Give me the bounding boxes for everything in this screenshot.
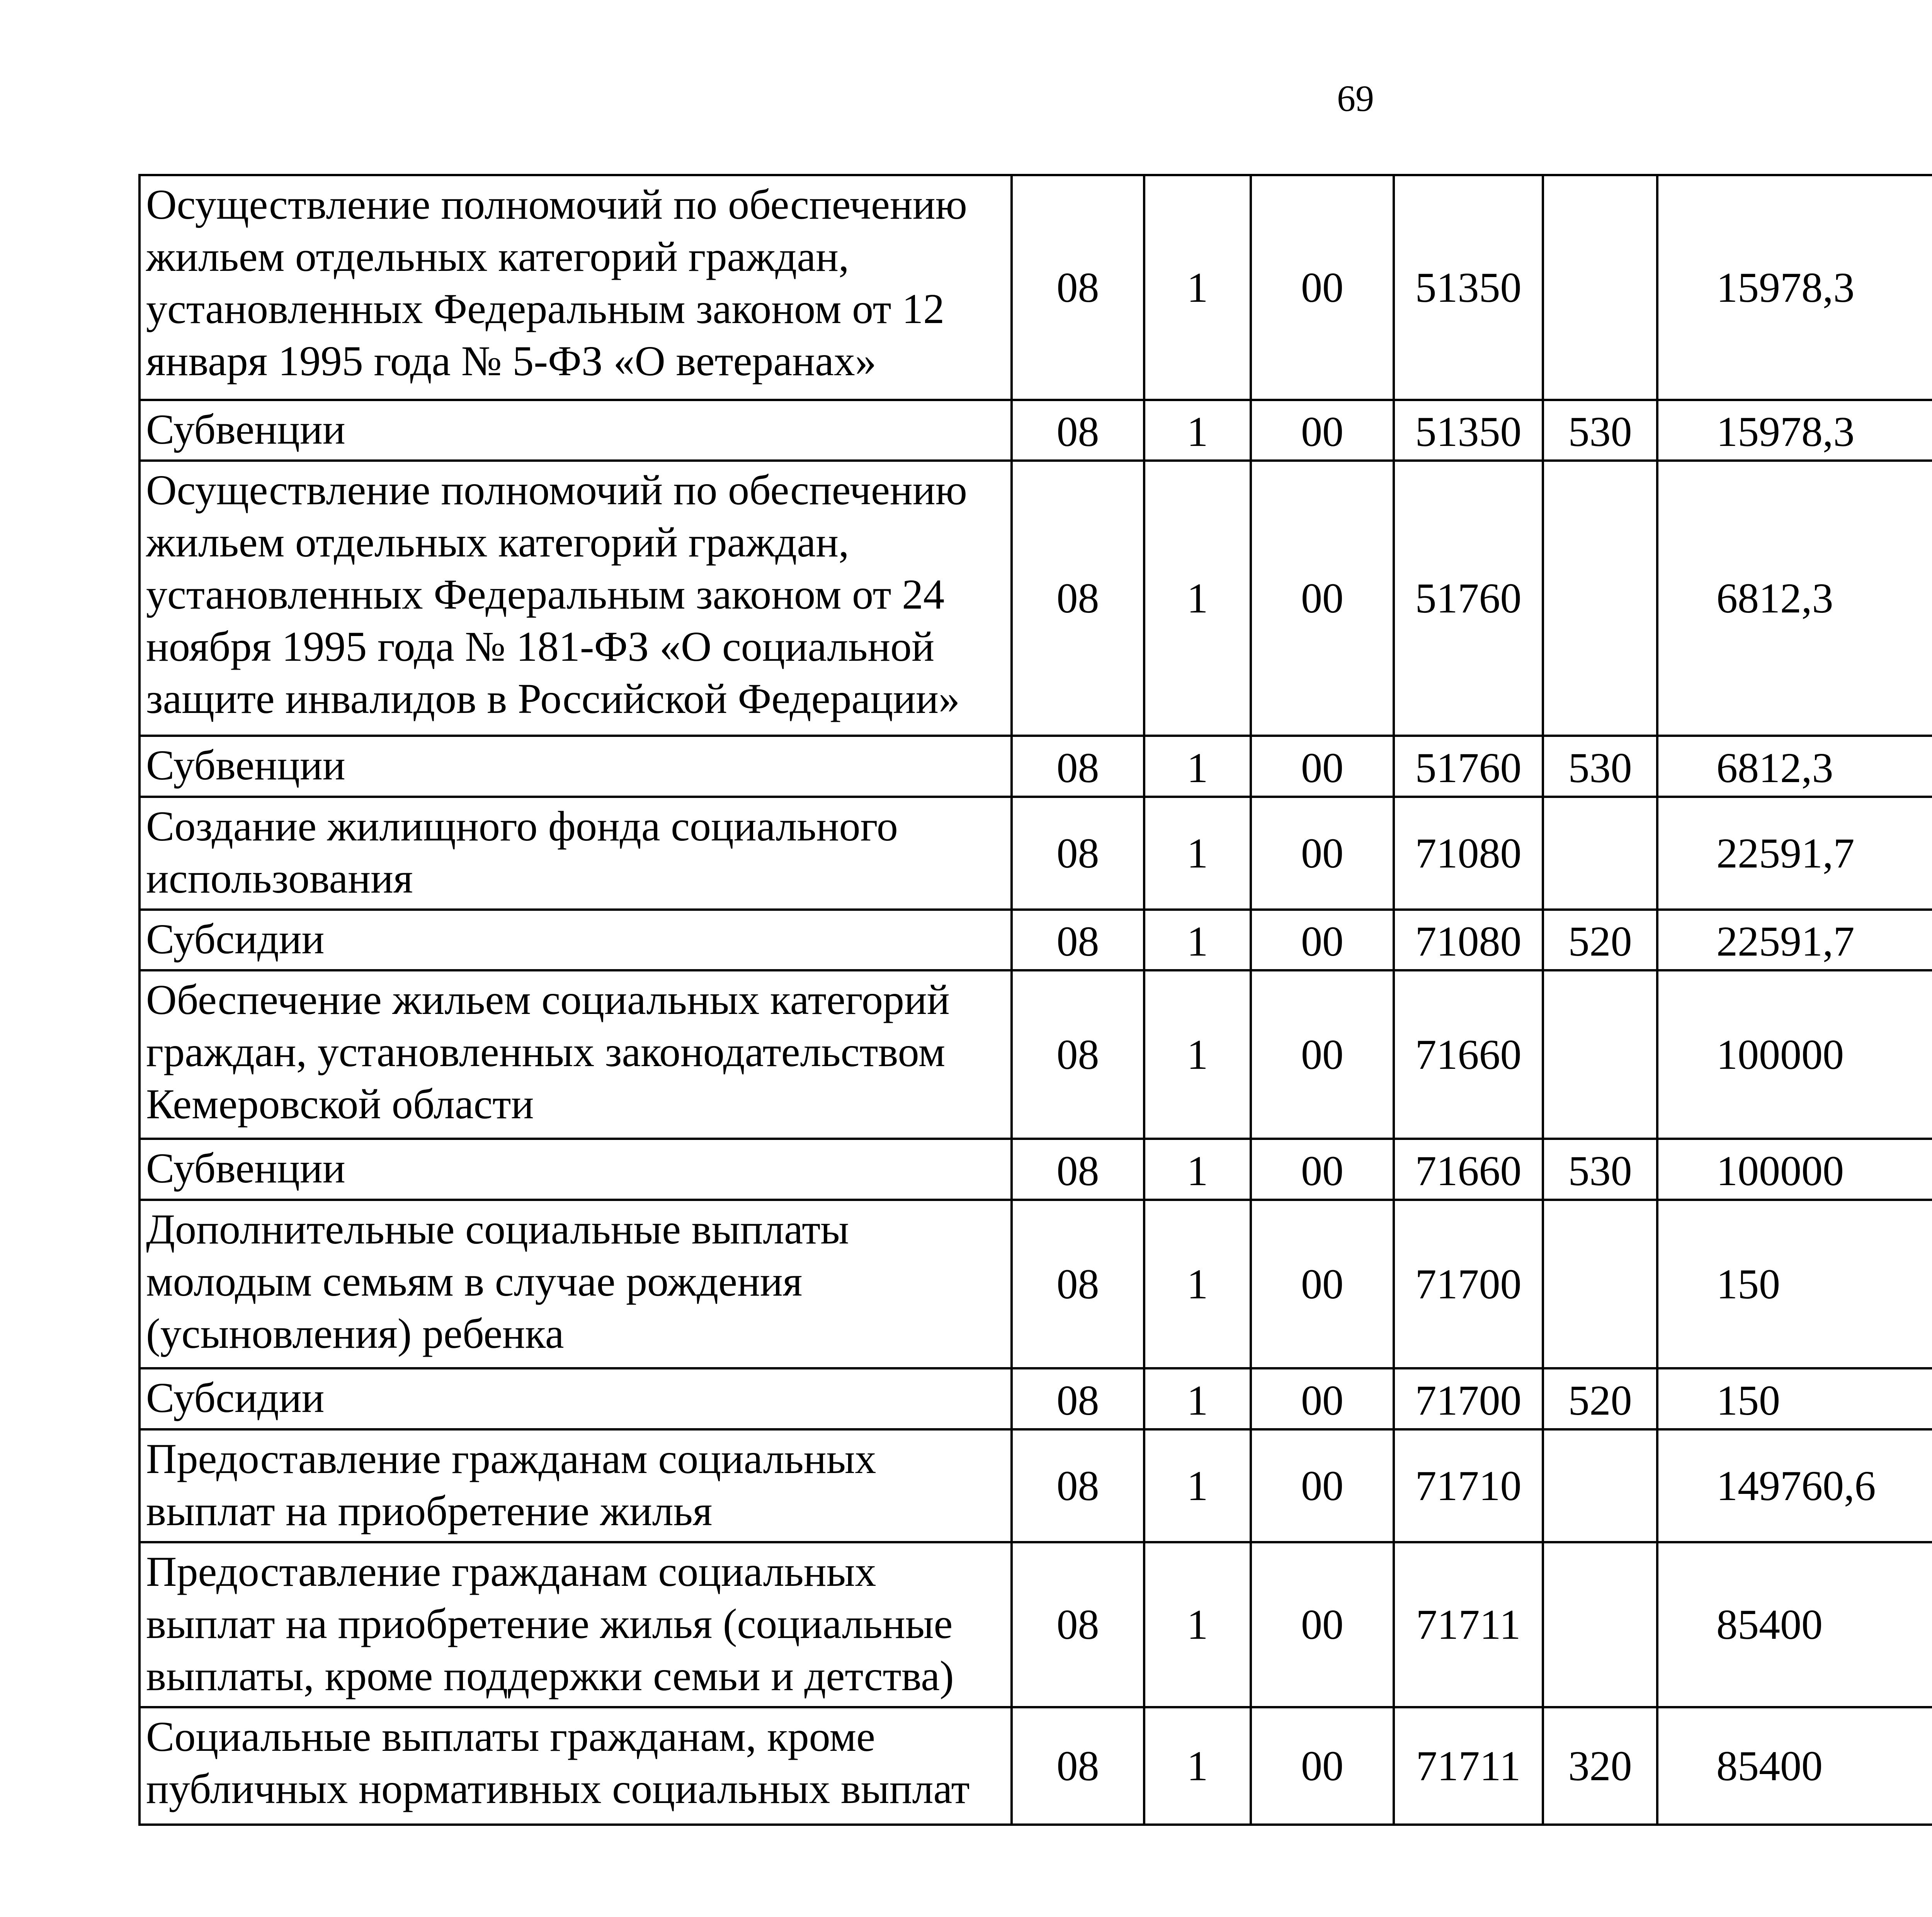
program-code: 00 bbox=[1251, 1707, 1394, 1825]
target-code: 71711 bbox=[1394, 1542, 1543, 1707]
subsection-code: 1 bbox=[1144, 910, 1251, 970]
section-code: 08 bbox=[1012, 736, 1144, 797]
expense-type-code: 520 bbox=[1543, 1368, 1657, 1429]
subsection-code: 1 bbox=[1144, 400, 1251, 461]
subsection-code: 1 bbox=[1144, 797, 1251, 910]
program-code: 00 bbox=[1251, 1542, 1394, 1707]
table-row bbox=[139, 1707, 1932, 1825]
amount-year-1: 22591,7 bbox=[1657, 910, 1932, 970]
row-description: Создание жилищного фонда социального использования bbox=[139, 797, 1012, 910]
target-code: 51760 bbox=[1394, 736, 1543, 797]
program-code: 00 bbox=[1251, 970, 1394, 1139]
section-code: 08 bbox=[1012, 910, 1144, 970]
program-code: 00 bbox=[1251, 1368, 1394, 1429]
table-row bbox=[139, 1200, 1932, 1368]
row-description: Субсидии bbox=[139, 1368, 1012, 1429]
row-description: Предоставление гражданам социальных выплат на приобретение жилья (социальные выплаты, кроме поддержки семьи и детства) bbox=[139, 1542, 1012, 1707]
row-description: Предоставление гражданам социальных выплат на приобретение жилья bbox=[139, 1429, 1012, 1542]
expense-type-code bbox=[1543, 1542, 1657, 1707]
subsection-code: 1 bbox=[1144, 1429, 1251, 1542]
section-code: 08 bbox=[1012, 1139, 1144, 1200]
expense-type-code: 320 bbox=[1543, 1707, 1657, 1825]
amount-year-1: 6812,3 bbox=[1657, 461, 1932, 736]
row-description: Дополнительные социальные выплаты молодым семьям в случае рождения (усыновления) ребенка bbox=[139, 1200, 1012, 1368]
amount-year-1: 85400 bbox=[1657, 1707, 1932, 1825]
expense-type-code bbox=[1543, 797, 1657, 910]
section-code: 08 bbox=[1012, 1368, 1144, 1429]
program-code: 00 bbox=[1251, 400, 1394, 461]
row-description: Осуществление полномочий по обеспечению жильем отдельных категорий граждан, установленных Федеральным законом от 24 ноября 1995 года № 181-ФЗ «О социальной защите инвалидов в Российской Федерации» bbox=[139, 461, 1012, 736]
subsection-code: 1 bbox=[1144, 1707, 1251, 1825]
section-code: 08 bbox=[1012, 797, 1144, 910]
subsection-code: 1 bbox=[1144, 1542, 1251, 1707]
target-code: 51350 bbox=[1394, 400, 1543, 461]
amount-year-1: 22591,7 bbox=[1657, 797, 1932, 910]
table-row bbox=[139, 1429, 1932, 1542]
program-code: 00 bbox=[1251, 797, 1394, 910]
row-description: Субвенции bbox=[139, 1139, 1012, 1200]
section-code: 08 bbox=[1012, 400, 1144, 461]
target-code: 51350 bbox=[1394, 175, 1543, 400]
table-row bbox=[139, 797, 1932, 910]
amount-year-1: 15978,3 bbox=[1657, 400, 1932, 461]
row-description: Социальные выплаты гражданам, кроме публичных нормативных социальных выплат bbox=[139, 1707, 1012, 1825]
program-code: 00 bbox=[1251, 1200, 1394, 1368]
target-code: 71080 bbox=[1394, 797, 1543, 910]
target-code: 71710 bbox=[1394, 1429, 1543, 1542]
amount-year-1: 150 bbox=[1657, 1368, 1932, 1429]
expense-type-code bbox=[1543, 970, 1657, 1139]
expense-type-code bbox=[1543, 1429, 1657, 1542]
expense-type-code bbox=[1543, 1200, 1657, 1368]
row-description: Осуществление полномочий по обеспечению жильем отдельных категорий граждан, установленных Федеральным законом от 12 января 1995 года № 5-ФЗ «О ветеранах» bbox=[139, 175, 1012, 400]
budget-table bbox=[138, 174, 1932, 1826]
amount-year-1: 6812,3 bbox=[1657, 736, 1932, 797]
subsection-code: 1 bbox=[1144, 970, 1251, 1139]
section-code: 08 bbox=[1012, 1200, 1144, 1368]
expense-type-code: 520 bbox=[1543, 910, 1657, 970]
table-row bbox=[139, 1542, 1932, 1707]
target-code: 71700 bbox=[1394, 1368, 1543, 1429]
subsection-code: 1 bbox=[1144, 1139, 1251, 1200]
subsection-code: 1 bbox=[1144, 1200, 1251, 1368]
row-description: Субвенции bbox=[139, 400, 1012, 461]
row-description: Субвенции bbox=[139, 736, 1012, 797]
target-code: 71700 bbox=[1394, 1200, 1543, 1368]
table-row bbox=[139, 461, 1932, 736]
section-code: 08 bbox=[1012, 970, 1144, 1139]
target-code: 71660 bbox=[1394, 1139, 1543, 1200]
table-row bbox=[139, 175, 1932, 400]
expense-type-code bbox=[1543, 461, 1657, 736]
subsection-code: 1 bbox=[1144, 736, 1251, 797]
section-code: 08 bbox=[1012, 461, 1144, 736]
amount-year-1: 150 bbox=[1657, 1200, 1932, 1368]
table-row bbox=[139, 400, 1932, 461]
row-description: Обеспечение жильем социальных категорий граждан, установленных законодательством Кемеровской области bbox=[139, 970, 1012, 1139]
program-code: 00 bbox=[1251, 175, 1394, 400]
expense-type-code: 530 bbox=[1543, 400, 1657, 461]
table-row bbox=[139, 1139, 1932, 1200]
page-number: 69 bbox=[1337, 78, 1374, 119]
amount-year-1: 149760,6 bbox=[1657, 1429, 1932, 1542]
target-code: 71080 bbox=[1394, 910, 1543, 970]
table-row bbox=[139, 910, 1932, 970]
target-code: 71660 bbox=[1394, 970, 1543, 1139]
table-row bbox=[139, 970, 1932, 1139]
expense-type-code bbox=[1543, 175, 1657, 400]
section-code: 08 bbox=[1012, 1542, 1144, 1707]
expense-type-code: 530 bbox=[1543, 736, 1657, 797]
program-code: 00 bbox=[1251, 461, 1394, 736]
section-code: 08 bbox=[1012, 1707, 1144, 1825]
amount-year-1: 15978,3 bbox=[1657, 175, 1932, 400]
expense-type-code: 530 bbox=[1543, 1139, 1657, 1200]
table-row bbox=[139, 1368, 1932, 1429]
subsection-code: 1 bbox=[1144, 1368, 1251, 1429]
amount-year-1: 85400 bbox=[1657, 1542, 1932, 1707]
amount-year-1: 100000 bbox=[1657, 970, 1932, 1139]
section-code: 08 bbox=[1012, 1429, 1144, 1542]
program-code: 00 bbox=[1251, 910, 1394, 970]
program-code: 00 bbox=[1251, 1139, 1394, 1200]
section-code: 08 bbox=[1012, 175, 1144, 400]
program-code: 00 bbox=[1251, 1429, 1394, 1542]
subsection-code: 1 bbox=[1144, 175, 1251, 400]
subsection-code: 1 bbox=[1144, 461, 1251, 736]
amount-year-1: 100000 bbox=[1657, 1139, 1932, 1200]
target-code: 71711 bbox=[1394, 1707, 1543, 1825]
program-code: 00 bbox=[1251, 736, 1394, 797]
row-description: Субсидии bbox=[139, 910, 1012, 970]
target-code: 51760 bbox=[1394, 461, 1543, 736]
table-row bbox=[139, 736, 1932, 797]
